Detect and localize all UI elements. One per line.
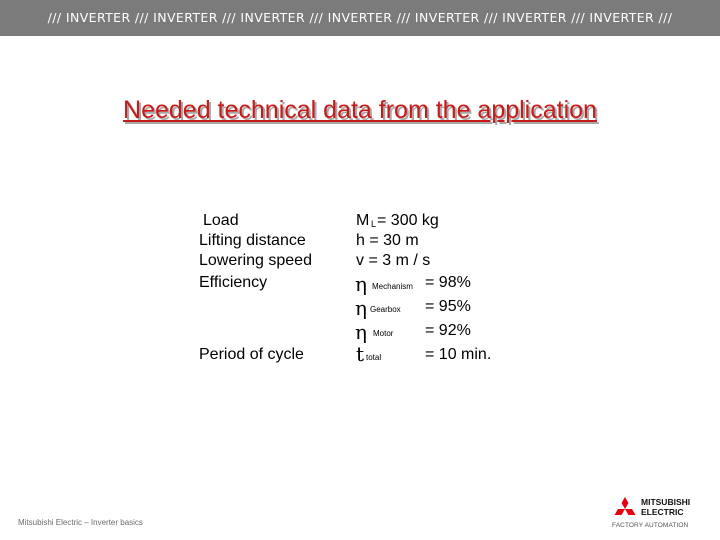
logo-tagline: FACTORY AUTOMATION — [612, 522, 689, 529]
load-subscript: L — [371, 219, 377, 229]
logo-brand-name — [641, 498, 690, 517]
label-load: Load — [203, 212, 239, 229]
mitsubishi-electric-logo — [612, 496, 712, 532]
eta-motor-value: = 92% — [425, 322, 471, 339]
lowering-speed-value: v = 3 m / s — [356, 252, 431, 269]
header-banner — [0, 0, 720, 36]
logo-name-line2: ELECTRIC — [641, 506, 684, 517]
banner-text: /// INVERTER /// INVERTER /// INVERTER /// INVERTER /// INVERTER /// INVERTER /// INVERTER /// — [47, 10, 673, 25]
eta-motor-symbol: η — [355, 320, 367, 344]
eta-gearbox-label: Gearbox — [370, 305, 401, 314]
lifting-distance-value: h = 30 m — [356, 232, 419, 249]
label-period-of-cycle: Period of cycle — [199, 346, 304, 363]
label-efficiency: Efficiency — [199, 274, 268, 291]
eta-gearbox-value: = 95% — [425, 298, 471, 315]
load-symbol: M — [356, 212, 370, 229]
footer-text: Mitsubishi Electric – Inverter basics — [18, 518, 143, 527]
t-total-value: = 10 min. — [425, 346, 492, 363]
slide-title: Needed technical data from the application — [123, 96, 597, 124]
label-lowering-speed: Lowering speed — [199, 252, 312, 269]
three-diamonds-icon — [612, 497, 638, 521]
load-value: = 300 kg — [377, 212, 439, 229]
logo-name-line1: MITSUBISHI — [641, 497, 691, 507]
eta-mechanism-label: Mechanism — [372, 282, 413, 291]
t-total-label: total — [366, 353, 382, 362]
eta-mechanism-value: = 98% — [425, 274, 471, 291]
label-lifting-distance: Lifting distance — [199, 232, 306, 249]
eta-gearbox-symbol: η — [355, 296, 367, 320]
t-total-symbol: t — [356, 342, 365, 366]
eta-mechanism-symbol: η — [355, 272, 367, 296]
eta-motor-label: Motor — [373, 329, 394, 338]
